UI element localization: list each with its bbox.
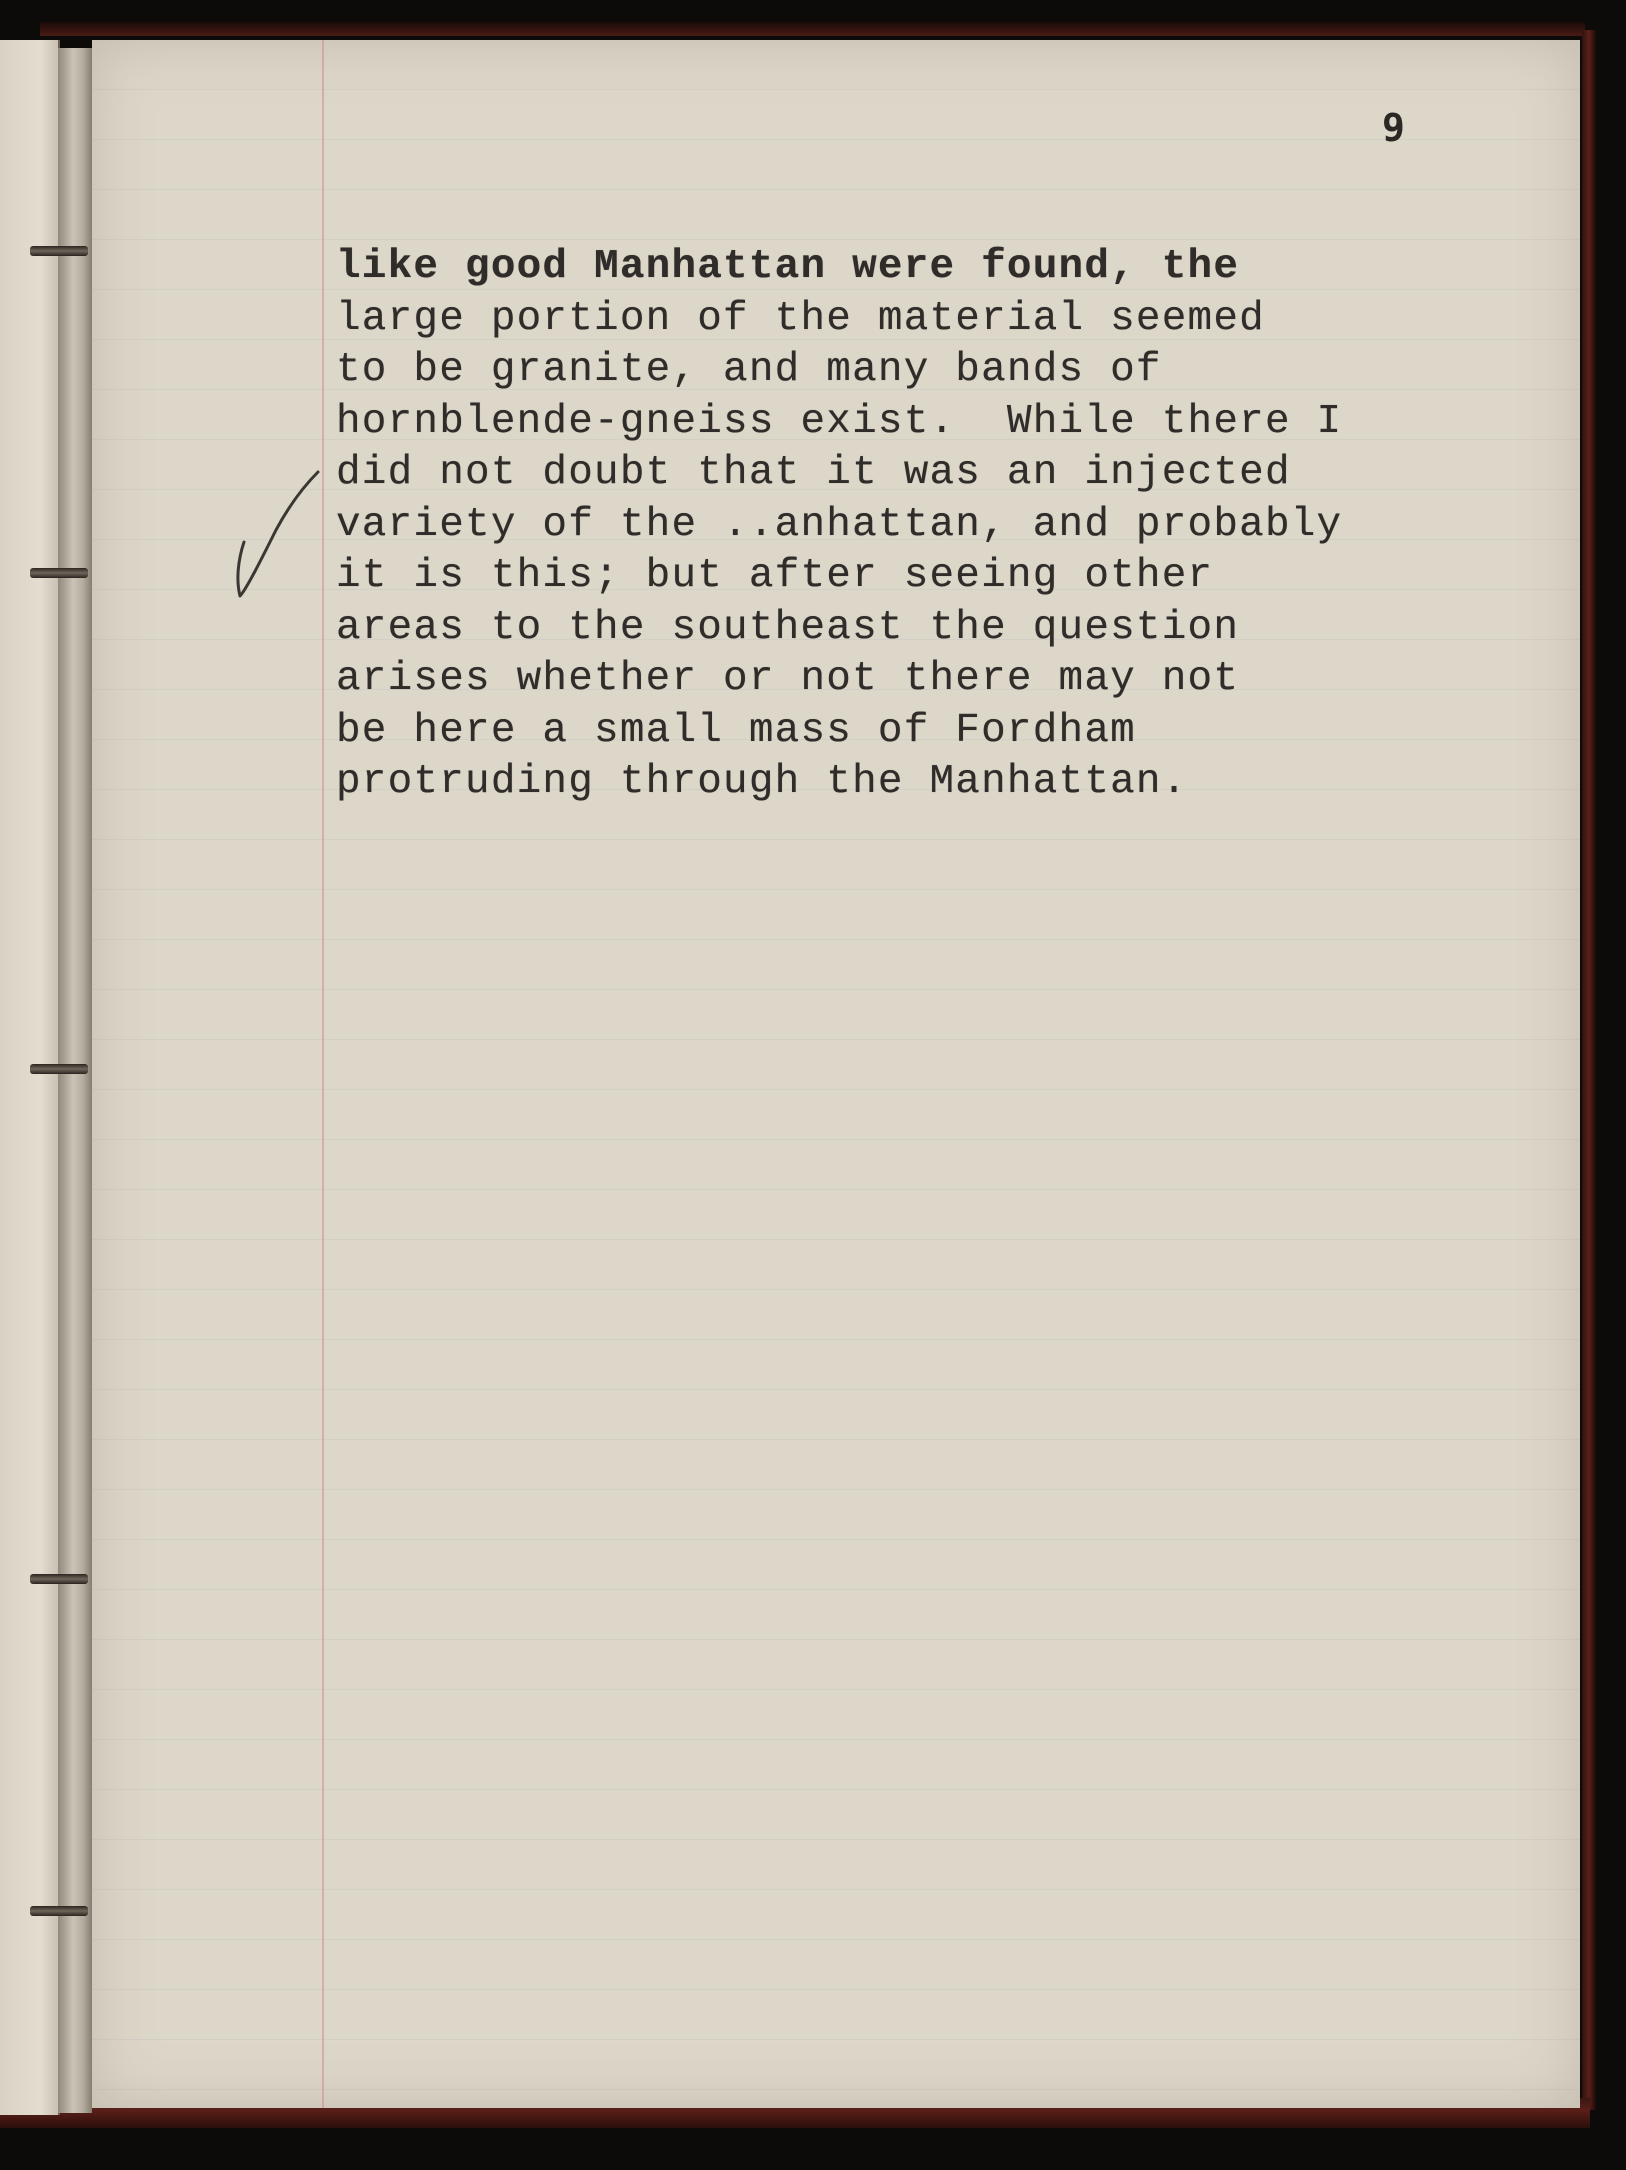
binding-gutter	[58, 48, 92, 2113]
book-cover-right-edge	[1582, 30, 1596, 2110]
text-line: did not doubt that it was an injected	[336, 450, 1291, 496]
text-line: areas to the southeast the question	[336, 604, 1240, 651]
binding-ring	[30, 568, 88, 578]
text-line: hornblende-gneiss exist. While there I	[336, 398, 1343, 445]
page-number: 9	[1382, 106, 1405, 150]
binding-ring	[30, 1574, 88, 1584]
text-line: arises whether or not there may not	[336, 656, 1240, 702]
binding-ring	[30, 246, 88, 256]
margin-rule	[322, 40, 324, 2108]
notebook-page	[92, 40, 1580, 2108]
text-line: it is this; but after seeing other	[336, 553, 1214, 599]
text-line: large portion of the material seemed	[336, 295, 1265, 342]
text-line: variety of the ..anhattan, and probably	[336, 501, 1343, 548]
text-line: to be granite, and many bands of	[336, 347, 1162, 393]
checkmark-icon	[232, 468, 322, 608]
binding-ring	[30, 1064, 88, 1074]
text-line: be here a small mass of Fordham	[336, 707, 1136, 754]
binding-ring	[30, 1906, 88, 1916]
text-line: like good Manhattan were found, the	[336, 244, 1240, 290]
text-line: protruding through the Manhattan.	[336, 759, 1188, 805]
previous-page-edge	[0, 40, 60, 2115]
typed-paragraph	[336, 242, 1566, 809]
book-cover-top-edge	[40, 22, 1585, 36]
